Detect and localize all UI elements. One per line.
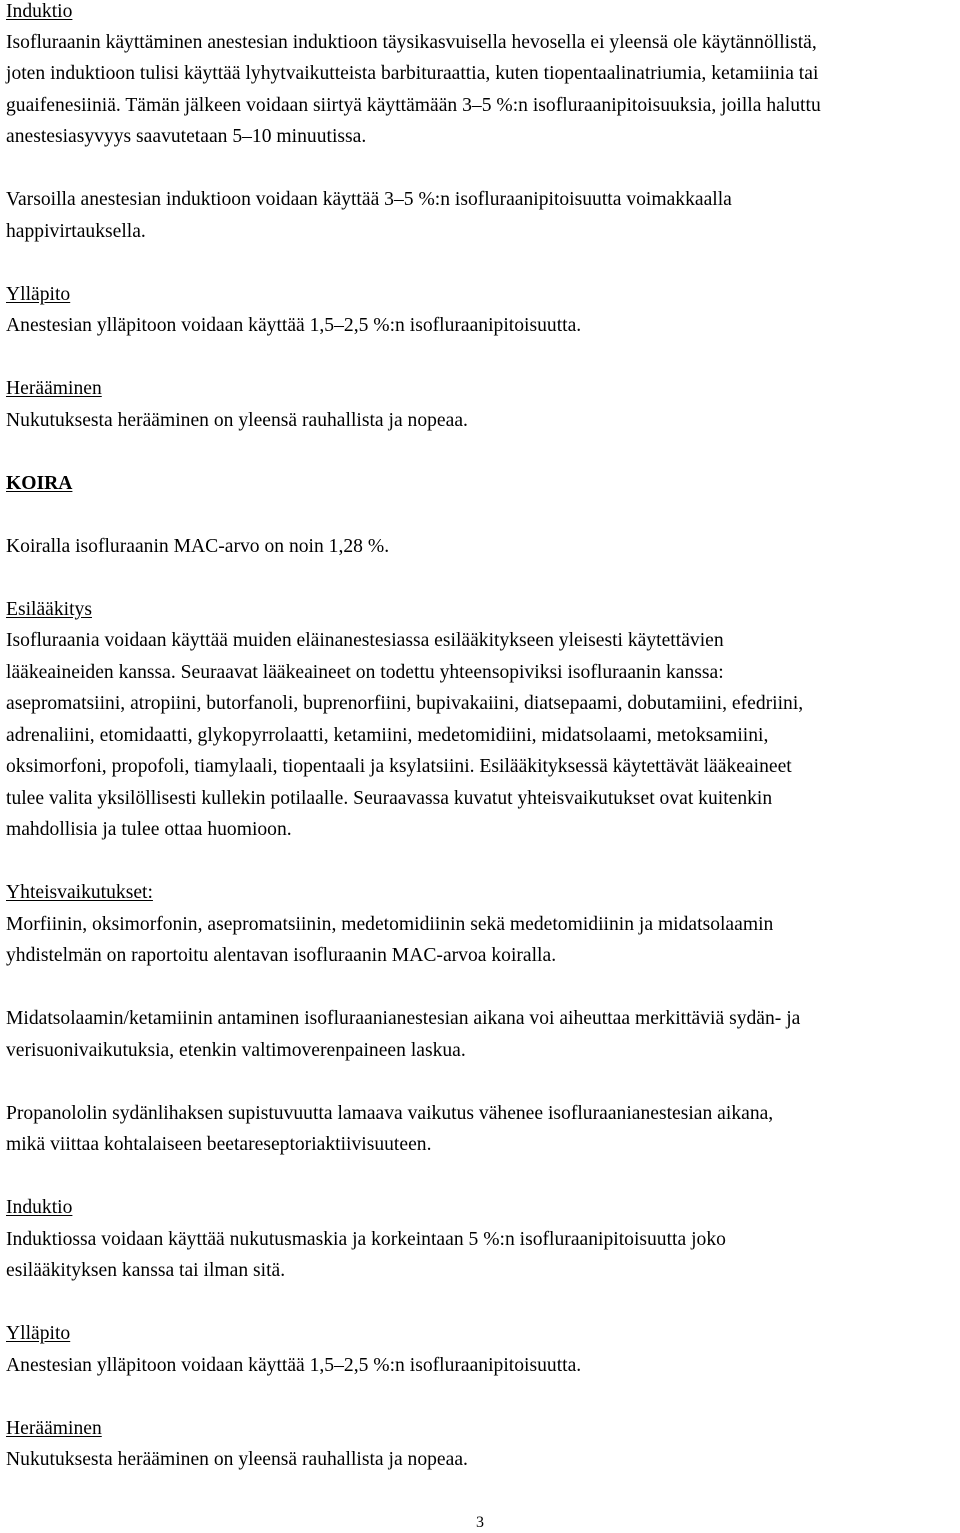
heading-heraaminen: Herääminen [6, 1418, 102, 1439]
paragraph-line: mahdollisia ja tulee ottaa huomioon. [6, 819, 292, 840]
paragraph-line: Nukutuksesta herääminen on yleensä rauhallista ja nopeaa. [6, 410, 468, 431]
paragraph-line: tulee valita yksilöllisesti kullekin potilaalle. Seuraavassa kuvatut yhteisvaikutukset ovat kuitenkin [6, 788, 773, 809]
paragraph-line: Anestesian ylläpitoon voidaan käyttää 1,5–2,5 %:n isofluraanipitoisuutta. [6, 1355, 582, 1376]
paragraph-line: asepromatsiini, atropiini, butorfanoli, buprenorfiini, bupivakaiini, diatsepaami, dobutamiini, efedriini, [6, 693, 804, 714]
paragraph-line: mikä viittaa kohtalaiseen beetareseptoriaktiivisuuteen. [6, 1134, 432, 1155]
heading-esilaakitys: Esilääkitys [6, 599, 92, 620]
heading-heraaminen: Herääminen [6, 378, 102, 399]
heading-yllapito: Ylläpito [6, 284, 71, 305]
paragraph-line: anestesiasyvyys saavutetaan 5–10 minuutissa. [6, 126, 367, 147]
heading-induktio: Induktio [6, 1, 73, 22]
paragraph-line: oksimorfoni, propofoli, tiamylaali, tiopentaali ja ksylatsiini. Esilääkityksessä käytettävät lääkeaineet [6, 756, 792, 777]
paragraph-line: guaifenesiiniä. Tämän jälkeen voidaan siirtyä käyttämään 3–5 %:n isofluraanipitoisuuksia, joilla haluttu [6, 95, 821, 116]
paragraph-line: Propanololin sydänlihaksen supistuvuutta lamaava vaikutus vähenee isofluraanianestesian aikana, [6, 1103, 774, 1124]
paragraph-line: Anestesian ylläpitoon voidaan käyttää 1,5–2,5 %:n isofluraanipitoisuutta. [6, 315, 582, 336]
paragraph-line: Koiralla isofluraanin MAC-arvo on noin 1,28 %. [6, 536, 390, 557]
page-number: 3 [476, 1514, 484, 1531]
paragraph-line: verisuonivaikutuksia, etenkin valtimoverenpaineen laskua. [6, 1040, 466, 1061]
paragraph-line: Isofluraanin käyttäminen anestesian induktioon täysikasvuisella hevosella ei yleensä ole käytännöllistä, [6, 32, 817, 53]
paragraph-line: adrenaliini, etomidaatti, glykopyrrolaatti, ketamiini, medetomidiini, midatsolaami, metoksamiini, [6, 725, 769, 746]
paragraph-line: Induktiossa voidaan käyttää nukutusmaskia ja korkeintaan 5 %:n isofluraanipitoisuutta joko [6, 1229, 726, 1250]
paragraph-line: yhdistelmän on raportoitu alentavan isofluraanin MAC-arvoa koiralla. [6, 945, 557, 966]
paragraph-line: Midatsolaamin/ketamiinin antaminen isofluraanianestesian aikana voi aiheuttaa merkittäviä sydän- ja [6, 1008, 801, 1029]
paragraph-line: Morfiinin, oksimorfonin, asepromatsiinin, medetomidiinin sekä medetomidiinin ja midatsolaamin [6, 914, 774, 935]
paragraph-line: Varsoilla anestesian induktioon voidaan käyttää 3–5 %:n isofluraanipitoisuutta voimakkaalla [6, 189, 732, 210]
paragraph-line: esilääkityksen kanssa tai ilman sitä. [6, 1260, 286, 1281]
heading-induktio: Induktio [6, 1197, 73, 1218]
section-title-koira: KOIRA [6, 473, 73, 494]
heading-yhteisvaikutukset: Yhteisvaikutukset: [6, 882, 153, 903]
paragraph-line: Isofluraania voidaan käyttää muiden eläinanestesiassa esilääkitykseen yleisesti käytettävien [6, 630, 724, 651]
paragraph-line: Nukutuksesta herääminen on yleensä rauhallista ja nopeaa. [6, 1449, 468, 1470]
heading-yllapito: Ylläpito [6, 1323, 71, 1344]
paragraph-line: lääkeaineiden kanssa. Seuraavat lääkeaineet on todettu yhteensopiviksi isofluraanin kanssa: [6, 662, 724, 683]
paragraph-line: joten induktioon tulisi käyttää lyhytvaikutteista barbituraattia, kuten tiopentaalinatriumia, ketamiinia tai [6, 63, 819, 84]
paragraph-line: happivirtauksella. [6, 221, 146, 242]
